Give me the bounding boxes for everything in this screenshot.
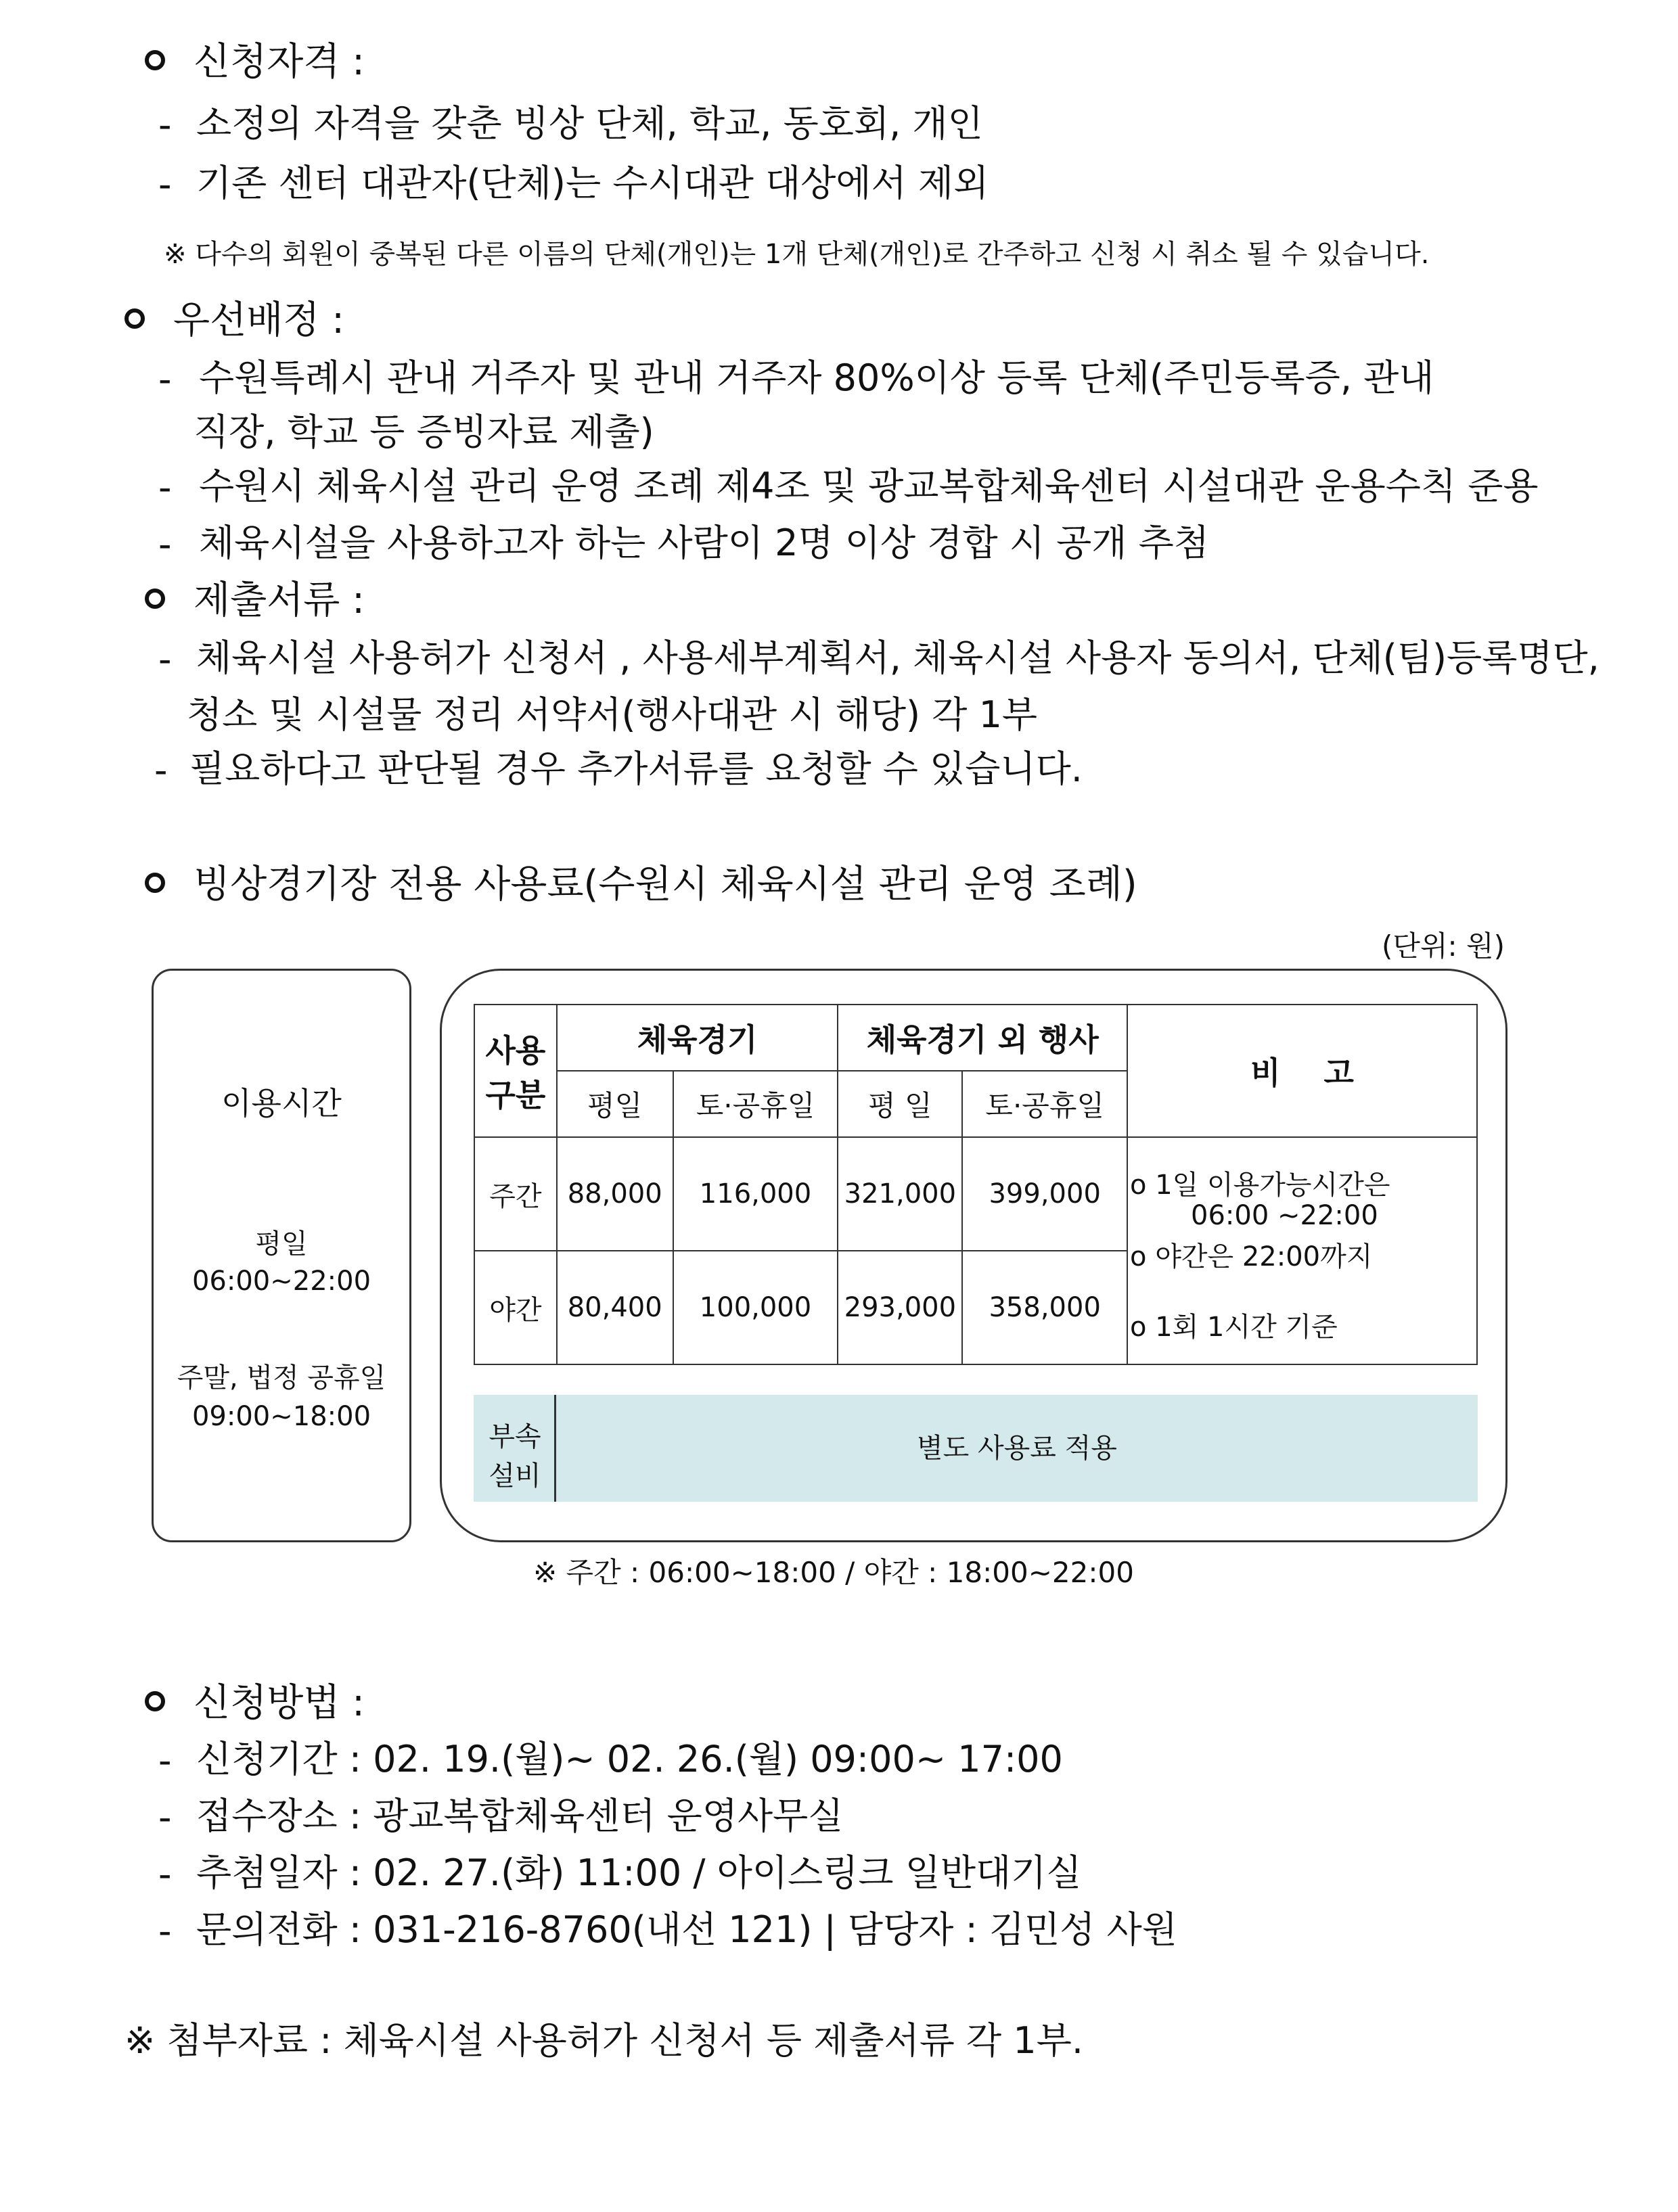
dash-marker: - — [154, 749, 168, 791]
fees-heading: 빙상경기장 전용 사용료(수원시 체육시설 관리 운영 조례) — [194, 862, 1137, 906]
row-label: 주간 — [474, 1137, 557, 1251]
remark-line: 06:00 ~22:00 — [1191, 1200, 1378, 1231]
fee-cell: 358,000 — [962, 1251, 1127, 1364]
eligibility-line: 기존 센터 대관자(단체)는 수시대관 대상에서 제외 — [196, 162, 989, 204]
dash-marker: - — [158, 163, 172, 206]
eligibility-line: 소정의 자격을 갖춘 빙상 단체, 학교, 동호회, 개인 — [196, 102, 983, 145]
dash-marker: - — [158, 1910, 172, 1952]
bullet-icon — [145, 873, 165, 893]
fee-cell: 116,000 — [673, 1137, 838, 1251]
events-header: 체육경기 외 행사 — [838, 1005, 1127, 1071]
priority-line: 체육시설을 사용하고자 하는 사람이 2명 이상 경합 시 공개 추첨 — [199, 522, 1209, 564]
attachment-note: ※ 첨부자료 : 체육시설 사용허가 신청서 등 제출서류 각 1부. — [124, 2019, 1084, 2062]
usage-type-header: 사용 구분 — [474, 1005, 557, 1137]
dash-marker: - — [158, 103, 172, 146]
dash-marker: - — [158, 638, 172, 681]
application-line: 문의전화 : 031-216-8760(내선 121) | 담당자 : 김민성 사원 — [196, 1908, 1177, 1951]
fee-cell: 80,400 — [557, 1251, 673, 1364]
priority-line: 수원특례시 관내 거주자 및 관내 거주자 80%이상 등록 단체(주민등록증, 관내 — [199, 356, 1434, 399]
aux-text: 별도 사용료 적용 — [917, 1433, 1117, 1464]
auxiliary-equipment-row — [474, 1395, 1478, 1502]
weekday-hours: 06:00~22:00 — [191, 1266, 371, 1297]
dash-marker: - — [158, 1739, 172, 1782]
fee-cell: 293,000 — [838, 1251, 962, 1364]
sports-header: 체육경기 — [557, 1005, 838, 1071]
dash-marker: - — [158, 466, 172, 509]
priority-line: 수원시 체육시설 관리 운영 조례 제4조 및 광교복합체육센터 시설대관 운용수칙 준용 — [199, 465, 1539, 507]
fee-cell: 399,000 — [962, 1137, 1127, 1251]
weekend-label: 주말, 법정 공휴일 — [177, 1362, 386, 1393]
bullet-icon — [145, 1691, 165, 1711]
usage-hours-box — [152, 969, 411, 1542]
dash-marker: - — [158, 523, 172, 566]
fee-cell: 88,000 — [557, 1137, 673, 1251]
application-line: 추첨일자 : 02. 27.(화) 11:00 / 아이스링크 일반대기실 — [196, 1851, 1082, 1894]
priority-heading: 우선배정 : — [173, 298, 345, 342]
remark-line: o 야간은 22:00까지 — [1130, 1241, 1373, 1272]
eligibility-heading: 신청자격 : — [194, 40, 365, 84]
documents-line: 청소 및 시설물 정리 서약서(행사대관 시 해당) 각 1부 — [187, 693, 1038, 736]
documents-line: 필요하다고 판단될 경우 추가서류를 요청할 수 있습니다. — [189, 747, 1083, 790]
events-weekday-header: 평 일 — [838, 1071, 962, 1137]
bullet-icon — [145, 50, 165, 70]
unit-label: (단위: 원) — [1382, 929, 1505, 963]
weekday-label: 평일 — [255, 1228, 308, 1260]
eligibility-note: ※ 다수의 회원이 중복된 다른 이름의 단체(개인)는 1개 단체(개인)로 간주하고 신청 시 취소 될 수 있습니다. — [164, 239, 1430, 270]
dash-marker: - — [158, 358, 172, 400]
sports-weekday-header: 평일 — [557, 1071, 673, 1137]
dash-marker: - — [158, 1853, 172, 1895]
row-label: 야간 — [474, 1251, 557, 1364]
sports-weekend-header: 토·공휴일 — [673, 1071, 838, 1137]
remark-line: o 1일 이용가능시간은 — [1130, 1170, 1390, 1201]
weekend-hours: 09:00~18:00 — [191, 1401, 371, 1432]
documents-heading: 제출서류 : — [194, 578, 365, 622]
remarks-header: 비 고 — [1127, 1005, 1477, 1137]
bullet-icon — [145, 589, 165, 609]
application-heading: 신청방법 : — [194, 1681, 365, 1725]
fee-cell: 100,000 — [673, 1251, 838, 1364]
bullet-icon — [124, 308, 145, 329]
documents-line: 체육시설 사용허가 신청서 , 사용세부계획서, 체육시설 사용자 동의서, 단체(팀)등록명단, — [196, 637, 1600, 679]
aux-label: 부속 설비 — [474, 1395, 556, 1502]
application-line: 신청기간 : 02. 19.(월)~ 02. 26.(월) 09:00~ 17:00 — [196, 1738, 1063, 1780]
events-weekend-header: 토·공휴일 — [962, 1071, 1127, 1137]
remark-line: o 1회 1시간 기준 — [1130, 1312, 1338, 1343]
fee-cell: 321,000 — [838, 1137, 962, 1251]
fee-footnote: ※ 주간 : 06:00~18:00 / 야간 : 18:00~22:00 — [533, 1556, 1134, 1589]
priority-line: 직장, 학교 등 증빙자료 제출) — [194, 411, 654, 453]
dash-marker: - — [158, 1796, 172, 1839]
usage-hours-title: 이용시간 — [221, 1085, 342, 1122]
application-line: 접수장소 : 광교복합체육센터 운영사무실 — [196, 1795, 844, 1837]
